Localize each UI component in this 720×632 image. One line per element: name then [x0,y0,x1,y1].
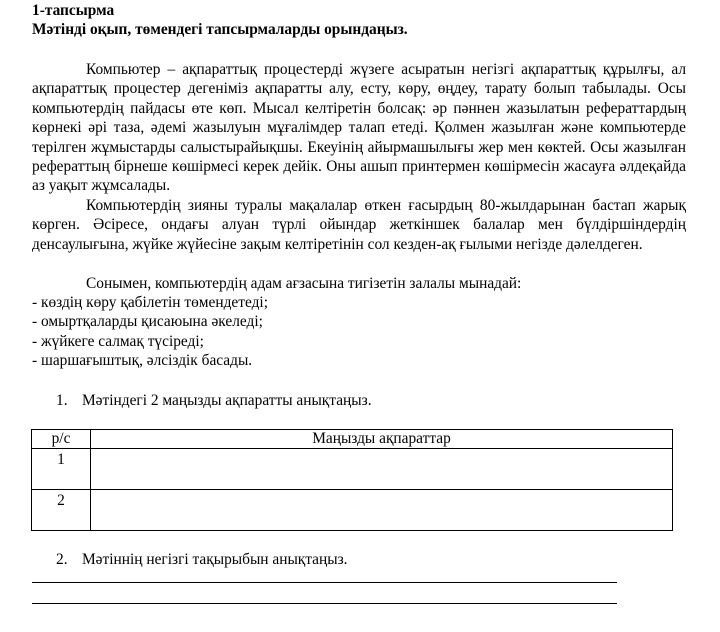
paragraph-3: Сонымен, компьютердің адам ағзасына тигізетін залалы мынадай: [86,275,522,292]
task-text: Мәтіннің негізгі тақырыбын анықтаңыз. [82,551,348,568]
paragraph-1: Компьютер – ақпараттық процестерді жүзеге асыратын негізгі ақпараттық құрылғы, ал ақпараттық процестер дегеніміз ақпаратты алу, есту, көру, өңдеу, тарату болып табылады. Осы компьютердің пайдасы өте көп. Мысал келтіретін болсақ: әр пәннен жазылатын рефераттардың көрнекі әрі таза, әдемі жазылуын мұғалімдер талап етеді. Қолмен жазылған және компьютерде терілген жұмыстарды салыстырайықшы. Екеуінің айырмашылығы жер мен көктей. Осы жазылған рефераттың бірнеше көшірмесі керек дейік. Оны ашып принтермен көшірмесін жасауға әлдеқайда аз уақыт жұмсалады. [32,61,686,195]
instruction: Мәтінді оқып, төмендегі тапсырмаларды орындаңыз. [32,21,408,38]
column-header-number: р/с [32,430,91,449]
important-info-table [31,429,673,531]
task-text: Мәтіндегі 2 маңызды ақпаратты анықтаңыз. [82,392,372,409]
list-item: - жүйкеге салмақ түсіреді; [32,332,204,350]
paragraph-2: Компьютердің зияны туралы мақалалар өткен ғасырдың 80-жылдарынан бастап жарық көрген. Әсіресе, ондағы алуан түрлі ойындар жеткіншек балалар мен бүлдіршіндердің денсаулығына, жүйке жүйесіне зақым келтіретінін сол кезден-ақ ғылыми негізде дәлелдеген. [32,197,686,253]
row-number: 2 [32,490,91,531]
answer-cell[interactable] [91,449,673,490]
answer-line[interactable] [32,582,617,583]
answer-cell[interactable] [91,490,673,531]
column-header-info: Маңызды ақпараттар [91,430,673,449]
harms-list [32,293,268,371]
row-number: 1 [32,449,91,490]
task-label: 1-тапсырма [32,2,115,19]
task-number: 2. [56,551,68,568]
task-2 [56,550,348,569]
list-item: - омыртқаларды қисаюына әкеледі; [32,313,263,331]
task-1 [56,391,372,410]
table-header-row [32,430,673,449]
table-row [32,449,673,490]
answer-line[interactable] [32,603,617,604]
list-item: - шаршағыштық, әлсіздік басады. [32,352,253,370]
task-number: 1. [56,392,68,409]
list-item: - көздің көру қабілетін төмендетеді; [32,294,268,311]
table-row [32,490,673,531]
